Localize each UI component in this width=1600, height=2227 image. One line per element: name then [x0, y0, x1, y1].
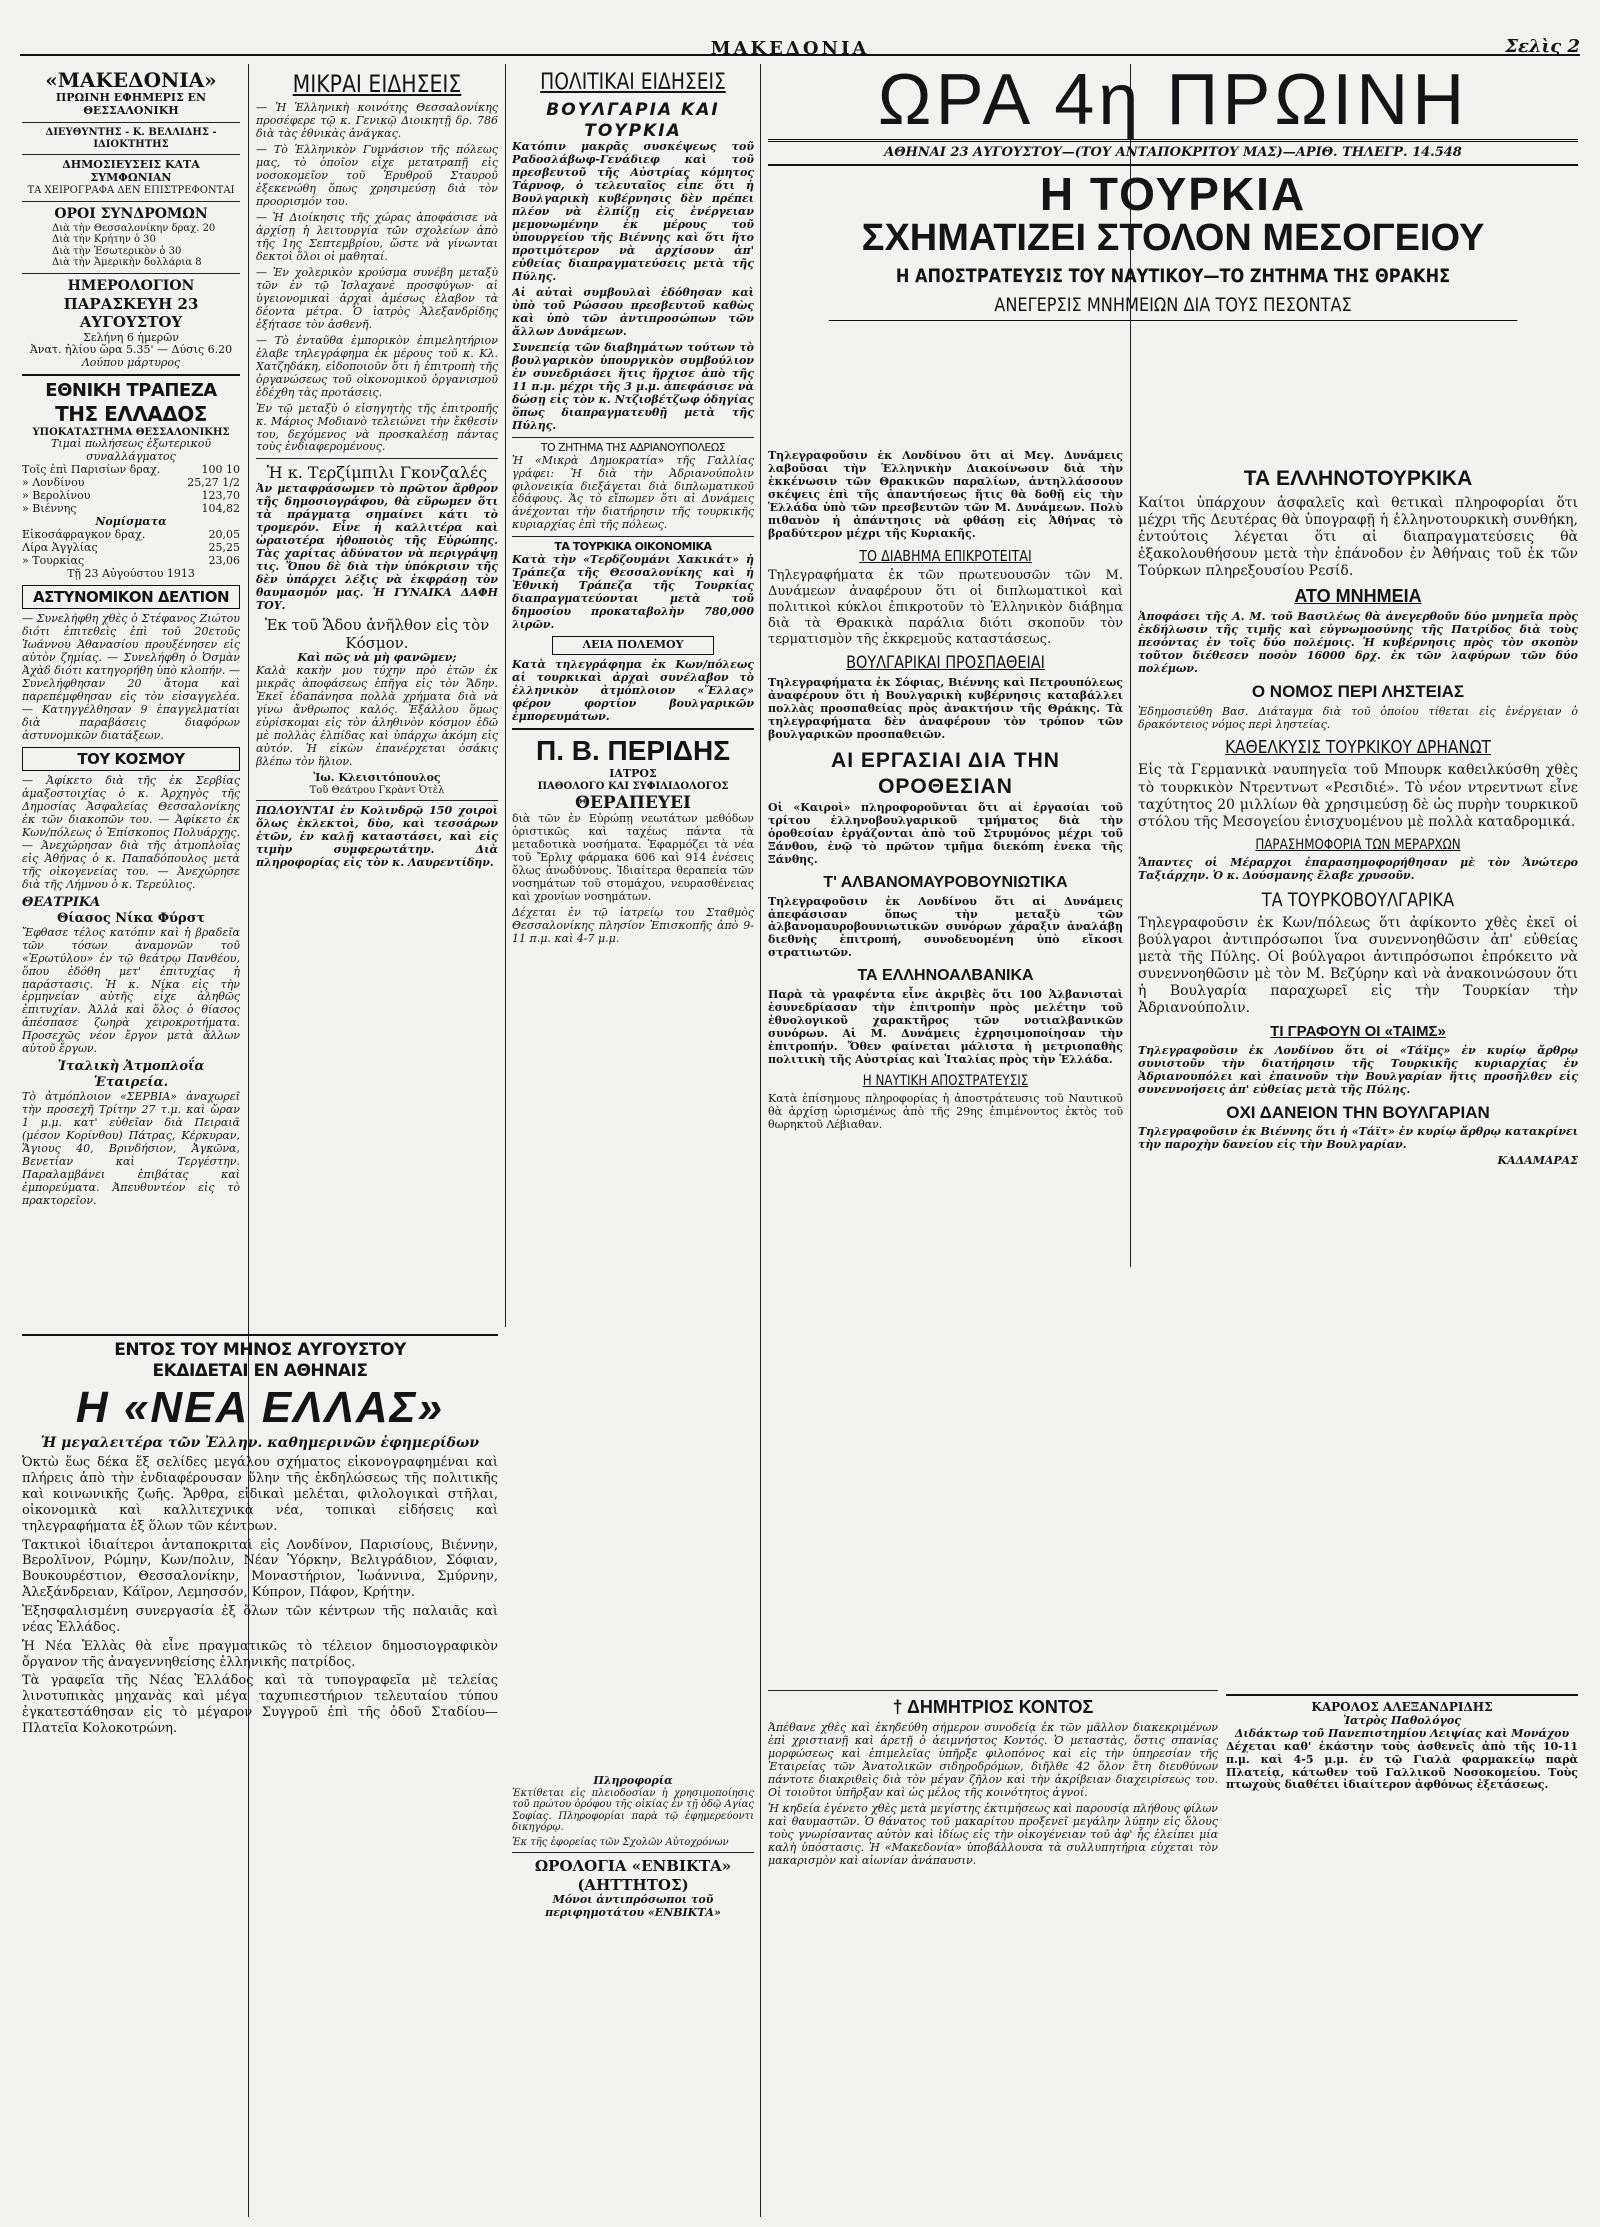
shipping-title: Ἰταλικὴ Ἀτμοπλοΐα Ἑταιρεία.	[57, 1059, 205, 1091]
doctor-title: ΚΑΡΟΛΟΣ ΑΛΕΞΑΝΔΡΙΔΗΣ	[1311, 1700, 1493, 1714]
lower-ad-text: Ὀκτὼ ἕως δέκα ἕξ σελίδες μεγάλου σχήματος εἰκονογραφημέναι καὶ πλήρεις ἀπὸ τὴν ἐνδιαφέρουσαν ὕλην τῆς ἐκδηλώσεως τῆς πολιτικῆς καὶ κοινωνικῆς ζωῆς. Ἄρθρα, εἰδικαὶ μελέται, φιλολογικαὶ στῆλαι, οἰκονομικὰ καὶ καλλιτεχνικὰ νέα, τοπικαὶ εἰδήσεις καὶ τηλεγραφήματα ἐξ ὅλων τῶν κέντρων.	[22, 1455, 498, 1534]
section-text: Τηλεγραφοῦσιν ἐκ Λονδίνου ὅτι αἱ Δυνάμεις ἀπεφάσισαν ὅπως τὴν μεταξὺ τῶν ἀλβανομαυροβουνιωτικῶν συνόρων χάραξιν ἀναλάβῃ διεθνὴς ἐπιτροπή, συνοδευομένη ὑπὸ εἴκοσι στρατιωτῶν.	[768, 894, 1123, 960]
obituary-text-2: Ἡ κηδεία ἐγένετο χθὲς μετὰ μεγίστης ἐκτιμήσεως καὶ παρουσίᾳ πλήθους φίλων καὶ θαυμαστῶν. Ὁ θάνατος τοῦ μακαρίτου προξενεῖ μεγάλην λύπην εἰς ὅλους τοὺς γνωρίσαντας αὐτὸν καὶ ἰδίως εἰς τὴν οἰκογένειαν τοῦ ἀφ' ἧς ἐλείπει μία καλὴ ὑπόστασις. Ἡ «Μακεδονία» ὑποβάλλουσα τὰ συλλυπητήρια εὐχεται τὸν μακαρισμὸν καὶ αἰωνίαν ἀνάπαυσιν.	[768, 1801, 1218, 1867]
headline-monuments: ΑΝΕΓΕΡΣΙΣ ΜΝΗΜΕΙΩΝ ΔΙΑ ΤΟΥΣ ΠΕΣΟΝΤΑΣ	[829, 294, 1518, 321]
section-title: ΑΤΟ ΜΝΗΜΕΙΑ	[1294, 586, 1422, 606]
section-signature: ΚΑΔΑΜΑΡΑΣ	[1497, 1154, 1578, 1168]
section-title: ΤΑ ΕΛΛΗΝΟΤΟΥΡΚΙΚΑ	[1243, 467, 1473, 490]
feature2-lead: Καὶ πῶς νὰ μὴ φανῶμεν;	[297, 651, 457, 665]
ads-terms: ΔΗΜΟΣΙΕΥΣΕΙΣ ΚΑΤΑ ΣΥΜΦΩΝΙΑΝ	[62, 158, 200, 185]
bank-title-2: ΤΗΣ ΕΛΛΑΔΟΣ	[55, 402, 207, 427]
politics-head4: ΛΕΙΑ ΠΟΛΕΜΟΥ	[552, 636, 714, 655]
section-text: Ἀποφάσει τῆς Α. Μ. τοῦ Βασιλέως θὰ ἀνεγερθοῦν δύο μνημεῖα πρὸς ἐκδήλωσιν τῆς τιμῆς καὶ εὐγνωμοσύνης τῆς Πατρίδος διὰ τοὺς πεσόντας ἐν τοῖς δύο πολέμοις. Ἡ κυβέρνησις πρὸς τὸν σκοπὸν τοῦτον διέθεσεν ποσὸν 16000 δρχ. ἐκ τῶν λαφύρων τῶν δύο πολέμων.	[1138, 609, 1578, 675]
lower-ad-name: Η «ΝΕΑ ΕΛΛΑΣ»	[75, 1383, 445, 1433]
bank-note: Τιμαὶ πωλήσεως ἐξωτερικοῦ συναλλάγματος	[50, 437, 212, 464]
obituary-title: † ΔΗΜΗΤΡΙΟΣ ΚΟΝΤΟΣ	[892, 1697, 1094, 1717]
lead-text: Τηλεγραφοῦσιν ἐκ Λονδίνου ὅτι αἱ Μεγ. Δυνάμεις λαβοῦσαι τὴν Ἑλληνικὴν Διακοίνωσιν διὰ τὴν ἐκκένωσιν τῶν Θρακικῶν παραλίων, ἀντηλλάσσουν σκέψεις ἐπὶ τῆς ἀπαντήσεως ἥτις θὰ δοθῇ εἰς τὴν Ἑλλάδα ὑπὸ τῶν πρεσβευτῶν τῶν Μ. Δυνάμεων. Πολὺ πιθανὸν ἡ ἀπάντησις νὰ φθάσῃ εἰς Ἀθήνας τὸ βραδύτερον μέχρι τῆς Κυριακῆς.	[768, 450, 1123, 540]
headline-turkey: Η ΤΟΥΡΚΙΑ	[1039, 168, 1307, 221]
feature-title: Ἡ κ. Τερζίμπιλι Γκονζαλές	[266, 463, 488, 483]
politics-text2: Αἱ αὐταὶ συμβουλαὶ ἐδόθησαν καὶ ὑπὸ τοῦ Ρώσσου πρεσβευτοῦ καθὼς καὶ ὑπὸ τῶν ἀντιπροσώπων τῶν ἄλλων Δυνάμεων.	[512, 285, 754, 338]
section-text: Κατὰ ἐπίσημους πληροφορίας ἡ ἀποστράτευσις τοῦ Ναυτικοῦ θὰ ἀρχίσῃ ὡρισμένως ἀπὸ τῆς 29ης ἐπιμένοντος ἐκτὸς τοῦ θωρηκτοῦ Λέβιαθαν.	[768, 1091, 1123, 1131]
feature2-title: Ἐκ τοῦ Ἅδου ἀνῆλθον εἰς τὸν Κόσμον.	[264, 615, 490, 652]
section-text: Τηλεγραφήματα ἐκ τῶν πρωτευουσῶν τῶν Μ. Δυνάμεων ἀναφέρουν ὅτι οἱ διπλωματικοὶ καὶ πολιτικοὶ κύκλοι ἐπικροτοῦν τὸ Ἑλληνικὸν διάβημα διὰ τὰ Θρακικὰ παράλια διότι σκοποῦν τὸν τερματισμὸν τῆς ἐκκρεμοῦς καταστάσεως.	[768, 568, 1123, 647]
section-text: Τηλεγραφοῦσιν ἐκ Λονδίνου ὅτι οἱ «Τάϊμς» ἐν κυρίῳ ἄρθρῳ συνιστοῦν τὴν διατήρησιν τῆς Τουρκικῆς κυριαρχίας ἐν Ἀδριανουπόλει καὶ ἐπαινοῦν τὴν Βουλγαρίαν ἥτις προσῆλθεν εἰς συνεννοήσεις ἀπ' εὐθείας μετὰ τῆς Πύλης.	[1138, 1043, 1578, 1096]
section-title: ΤΙ ΓΡΑΦΟΥΝ ΟΙ «ΤΑΙΜΣ»	[1270, 1023, 1446, 1041]
obituary-text: Ἀπέθανε χθὲς καὶ ἐκηδεύθη σήμερον συνοδείᾳ ἐκ τῶν μᾶλλον διακεκριμένων ἐπὶ χριστιανῇ καὶ ἀρετῇ ὁ ἀειμνήστος Κοντός. Ὁ μεταστὰς, ὅστις σπανίας μορφώσεως καὶ ἐπιμελεῖας ὑπῆρξε φιλοπόνος καὶ εἰς τὴν ὑπηρεσίαν τῆς Ἐταιρείας τῶν Ἀνατολικῶν σιδηροδρόμων, διῆλθε 42 ὅλον ἔτη διευθύνων πάντοτε διακριθεὶς διὰ τὸν μέγαν ζῆλον καὶ τὴν ἀκρίβειαν διαχειρίσεως του. Οἱ τοιοῦτοι ὑπῆρξαν καὶ ὡς μέλος τῆς κοινότητος ἀγνοί.	[768, 1720, 1218, 1799]
short-news-title: ΜΙΚΡΑΙ ΕΙΔΗΣΕΙΣ	[292, 70, 462, 98]
rate-row: » Τουρκίας 23,06	[22, 553, 240, 567]
section-title: ΑΙ ΕΡΓΑΣΙΑΙ ΔΙΑ ΤΗΝ ΟΡΟΘΕΣΙΑΝ	[831, 748, 1060, 798]
theatre-subtitle: Θίασος Νίκα Φύρστ	[56, 910, 206, 926]
subscription-item: Διὰ τὴν Ἐσωτερικὸν ὁ 30	[52, 245, 182, 257]
politics-title: ΠΟΛΙΤΙΚΑΙ ΕΙΔΗΣΕΙΣ	[540, 70, 726, 95]
politics-text1: Κατόπιν μακρᾶς συσκέψεως τοῦ Ραδοσλάβωφ-Γενάδιεφ καὶ τοῦ πρεσβευτοῦ τῆς Αὐστρίας κόμητος Τάρνοφ, ὁ τελευταῖος εἶπε ὅτι ἡ Βουλγαρικὴ κυβέρνησις δὲν πρέπει πλέον νὰ ἐλπίζῃ εἰς ἐνέργειαν μεμονωμένην ἐκ μέρους τοῦ ὑπουργείου τῆς Βιέννης καὶ ὅτι ἤτο προτιμότερον νὰ ἀρχίσουν ἀπ' εὐθείας διαπραγματεύσεις μετὰ τῆς Πύλης.	[512, 140, 754, 283]
subscription-item: Διὰ τὴν Κρήτην ὁ 30	[52, 234, 156, 246]
banner-dateline: ΑΘΗΝΑΙ 23 ΑΥΓΟΥΣΤΟΥ—(ΤΟΥ ΑΝΤΑΠΟΚΡΙΤΟΥ ΜΑΣ)—ΑΡΙΘ. ΤΗΛΕΓΡ. 14.548	[884, 145, 1462, 160]
rate-row: » Λονδίνου 25,27 1/2	[22, 476, 240, 490]
column-obituary	[768, 1690, 1218, 2217]
calendar-day: ΠΑΡΑΣΚΕΥΗ 23 ΑΥΓΟΥΣΤΟΥ	[63, 294, 199, 332]
theatre-text: Ἔφθασε τέλος κατόπιν καὶ ἡ βραδεῖα τῶν τόσων ἀναμονῶν τοῦ «Ἐρωτύλου» ἐν τῷ θεάτρῳ Πανθέου, ὅπου ἐδόθη μετ' ἐπιτυχίας ἡ παράστασις. Ἡ κ. Νίκα εἰς τὴν ἑρμηνείαν αὐτῆς εἶχε ἀληθῶς ἐπιτυχίαν. Ἀλλὰ καὶ ὅλος ὁ θίασος ἀπέσπασε ζωηρὰ χειροκροτήματα. Προσεχῶς νέον ἔργον μετὰ ἄλλων αὐτοῦ ἔργων.	[22, 925, 240, 1056]
doctor-ad-speciality: ΠΑΘΟΛΟΓΟ ΚΑΙ ΣΥΦΙΛΙΔΟΛΟΓΟΣ	[537, 781, 729, 793]
politics-text5: Κατὰ τὴν «Τερδζουμάνι Χακικάτ» ἡ Τράπεζα τῆς Θεσσαλονίκης καὶ ἡ Ἐθνικὴ Τράπεζα τῆς Τουρκίας διαπραγματεύονται μετὰ τοῦ δημοσίου προκαταβολὴν 780,000 λιρῶν.	[512, 553, 754, 632]
lower-ad-text: Ἡ Νέα Ἑλλὰς θὰ εἶνε πραγματικῶς τὸ τέλειον δημοσιογραφικὸν ὄργανον τῆς ἀναγεννηθείσης ἑλληνικῆς πατρίδος.	[22, 1638, 498, 1670]
section-text: Τηλεγραφήματα ἐκ Σόφιας, Βιέννης καὶ Πετρουπόλεως ἀναφέρουν ὅτι ἡ Βουλγαρικὴ κυβέρνησις καταβάλλει πολλὰς προσπαθείας πρὸς ἀνακτήσιν τῆς Θράκης. Τὰ τηλεγραφήματα δὲν ἀναφέρουν τὸν τρόπον τῶν βουλγαρικῶν προσπαθειῶν.	[768, 676, 1123, 741]
society-title: ΤΟΥ ΚΟΣΜΟΥ	[22, 747, 240, 771]
doctor-ad-head: ΘΕΡΑΠΕΥΕΙ	[575, 792, 691, 813]
section-text: Καίτοι ὑπάρχουν ἀσφαλεῖς καὶ θετικαὶ πληροφορίαι ὅτι μέχρι τῆς Δευτέρας θὰ ὑπογραφῇ ἡ ἑλληνοτουρκικὴ συνθήκη, ἐντούτοις λέγεται ὅτι αἱ διαπραγματεύσεις θὰ ἐξακολουθήσουν μετὰ τὴν ἐπάνοδον ἐν Ἀθήναις τοῦ ἐκ τῶν Τούρκων πληρεξουσίου Ρεσίδ.	[1138, 494, 1578, 579]
lower-ad-nea-ellas	[22, 1330, 498, 2217]
lower-ad-published: ΕΚΔΙΔΕΤΑΙ ΕΝ ΑΘΗΝΑΙΣ	[152, 1360, 368, 1381]
feature2-text: Καλὰ κακὴν μου τύχην πρὸ ἐτῶν ἐκ μικρᾶς ἀποφάσεως ἐπῆγα εἰς τὸν Ἅδην. Ἐκεῖ ἐδαπάνησα πολλὰ χρήματα διὰ νὰ γίνω ἄνθρωπος καλός. Ἐξάλλου ὅμως εὑρίσκομαι εἰς τὸν ἀληθινὸν κόσμον ἐδῶ μὲ πολλὰς ἐλπίδας καὶ ὑπάρχω ἀκόμη εἰς αὐτόν. Ἡ εἰκὼν ἐπανέρχεται ὁσάκις βλέπω τὸν ἥλιον.	[256, 664, 498, 768]
column-breaking-left	[768, 450, 1123, 1267]
column-doctor	[1226, 1690, 1578, 2217]
bank-title: ΕΘΝΙΚΗ ΤΡΑΠΕΖΑ	[45, 380, 217, 402]
theatre-title: ΘΕΑΤΡΙΚΑ	[22, 894, 101, 910]
paper-subtitle: ΠΡΩΙΝΗ ΕΦΗΜΕΡΙΣ ΕΝ ΘΕΣΣΑΛΟΝΙΚΗ	[55, 91, 207, 118]
section-title: ΚΑΘΕΛΚΥΣΙΣ ΤΟΥΡΚΙΚΟΥ ΔΡΗΑΝΩΤ	[1225, 737, 1491, 759]
feature2-signature-note: Τοῦ Θεάτρου Γκρὰντ Ὀτὲλ	[309, 784, 445, 796]
shipping-text: Τὸ ἀτμόπλοιον «ΣΕΡΒΙΑ» ἀναχωρεῖ τὴν προσεχῆ Τρίτην 27 τ.μ. καὶ ὥραν 1 μ.μ. κατ' εὐθεῖαν διὰ Πειραιᾶ (μέσον Κορίνθου) Πάτρας, Κέρκυραν, Ἅγιους 40, Βρινδήσιον, Ἀγκῶνα, Βενετίαν καὶ Τεργέστην. Παραλαμβάνει ἐπιβάτας καὶ ἐμπορεύματα. Ἀπευθυντέον εἰς τὸ πρακτορεῖον.	[22, 1090, 240, 1207]
notice-text: Ἐκτίθεται εἰς πλειοδοσίαν ἡ χρησιμοποίησις τοῦ πρώτου ὀρόφου τῆς οἰκίας ἐν τῇ ὁδῷ Αγίας Σοφίας. Πληροφορίαι παρὰ τῷ ἐφημερεύοντι δικηγόρῳ.	[512, 1787, 754, 1834]
rate-row: Εἰκοσάφραγκον δραχ. 20,05	[22, 528, 240, 542]
subscription-list	[22, 223, 240, 269]
police-title: ΑΣΤΥΝΟΜΙΚΟΝ ΔΕΛΤΙΟΝ	[22, 585, 240, 609]
column-short-news	[256, 64, 498, 1327]
doctor-ad-job: ΙΑΤΡΟΣ	[609, 767, 657, 781]
doctor-ad-text: διὰ τῶν ἐν Εὐρώπῃ νεωτάτων μεθόδων ὁριστικῶς καὶ ταχέως πάντα τὰ μεταδοτικὰ νοσήματα. Ἐφαρμόζει τὰ νέα τοῦ Ἔρλιχ φάρμακα 606 καὶ 914 ἐνέσεις ὅλως ἀνωδύνους. Ἰδιαίτερα θεραπεία τῶν νοσημάτων τοῦ στομάχου, νευρασθένειας καὶ χρονίων νοσημάτων.	[512, 812, 754, 904]
section-title: ΟΧΙ ΔΑΝΕΙΟΝ ΤΗΝ ΒΟΥΛΓΑΡΙΑΝ	[1226, 1102, 1490, 1122]
section-title: ΤΑ ΤΟΥΡΚΟΒΟΥΛΓΑΡΙΚΑ	[1261, 888, 1455, 911]
lower-ad-text: Ἡ μεγαλειτέρα τῶν Ἑλλην. καθημερινῶν ἐφημερίδων	[40, 1435, 480, 1452]
doctor-ad-name: Π. Β. ΠΕΡΙΔΗΣ	[535, 734, 731, 766]
subscription-title: ΟΡΟΙ ΣΥΝΔΡΟΜΩΝ	[54, 205, 208, 222]
section-text: Ἅπαντες οἱ Μέραρχοι ἐπαρασημοφορήθησαν μὲ τὸν Ἀνώτερο Ταξιάρχην. Ὁ κ. Δούσμανης ἔλαβε χρυσοῦν.	[1138, 855, 1578, 882]
subscription-item: Διὰ τὴν Θεσσαλονίκην δραχ. 20	[52, 222, 216, 234]
headline-navy: Η ΑΠΟΣΤΡΑΤΕΥΣΙΣ ΤΟΥ ΝΑΥΤΙΚΟΥ—ΤΟ ΖΗΤΗΜΑ ΤΗΣ ΘΡΑΚΗΣ	[895, 264, 1451, 287]
page-number: Σελὶς 2	[1505, 36, 1580, 57]
feature-text: Ἀν μεταφράσωμεν τὸ πρῶτον ἄρθρον τῆς δημοσιογράφου, θὰ εὕρωμεν ὅτι τὰ πράγματα σημαίνει κάτι τὸ τρομερόν. Εἶνε ἡ καλλιτέρα καὶ ὡραιοτέρα ἠθοποιὸς τῆς Εὐρώπης. Τὰς χαρίτας ἀδύνατον νὰ περιγράψῃ τις. Ὅπου δὲ διὰ τὴν ὑπόκρισιν τῆς δὲν ὑπάρχει λέξις νὰ ἐκφράσῃ τὸν θαυμασμόν μας. Ἡ ΓΥΝΑΙΚΑ ΔΑΦΗ ΤΟΥ.	[256, 481, 498, 612]
section-text: Ἐδημοσιεύθη Βασ. Διάταγμα διὰ τοῦ ὁποίου τίθεται εἰς ἐνέργειαν ὁ δρακόντειος νόμος περὶ ληστείας.	[1138, 704, 1578, 731]
news-item: Ἐν τῷ μεταξὺ ὁ εἰσηγητὴς τῆς ἐπιτροπῆς κ. Μάριος Μοδιανὸ τελειώνει τὴν ἔκθεσίν του, δεχόμενος νὰ προσκαλέσῃ πάντας τοὺς ἐνδιαφερομένους.	[256, 401, 498, 454]
politics-head1: ΒΟΥΛΓΑΡΙΑ ΚΑΙ ΤΟΥΡΚΙΑ	[546, 99, 720, 141]
doctor-subtitle: Ἰατρὸς Παθολόγος	[1343, 1713, 1461, 1727]
calendar-saint: Λούπου μάρτυρος	[81, 356, 181, 370]
paper-director: ΔΙΕΥΘΥΝΤΗΣ - Κ. ΒΕΛΛΙΔΗΣ - ΙΔΙΟΚΤΗΤΗΣ	[45, 127, 217, 150]
section-text: Οἱ «Καιροὶ» πληροφοροῦνται ὅτι αἱ ἐργασίαι τοῦ τρίτου ἑλληνοβουλγαρικοῦ τμήματος διὰ τὴν ὁροθεσίαν ἐργάζονται ἀπὸ τοῦ Στρυμόνος μέχρι τοῦ Ξάνθου, ἐνῷ τὸ πρῶτον τμῆμα διεκόπη ἐνεκα τῆς Ξάνθης.	[768, 801, 1123, 867]
column-politics-lower	[512, 1775, 754, 2217]
doctor-subtitle-2: Διδάκτωρ τοῦ Πανεπιστημίου Λειψίας καὶ Μονάχου	[1234, 1726, 1570, 1740]
politics-text6: Κατὰ τηλεγράφημα ἐκ Κων/πόλεως αἱ τουρκικαὶ ἀρχαὶ συνέλαβον τὸ ἑλληνικὸν ἀτμόπλοιον «Ἕλλας» φέρον φορτίον βουλγαρικῶν ἐμπορευμάτων.	[512, 658, 754, 724]
doctor-text: Δέχεται καθ' ἑκάστην τοὺς ἀσθενεῖς ἀπὸ τῆς 10-11 π.μ. καὶ 4-5 μ.μ. ἐν τῷ Γιαλὰ φαρμακείῳ παρὰ Πλατείᾳ, κάτωθεν τοῦ Γαλλικοῦ Νοσοκομείου. Τοὺς πτωχοὺς διαθέτει ἰδιαίτερον ἀφθόνως ἐξετάσεως.	[1226, 1739, 1578, 1792]
clock-ad-title: ΩΡΟΛΟΓΙΑ «ΕΝΒΙΚΤΑ» (ΑΗΤΤΗΤΟΣ)	[534, 1857, 732, 1894]
rates-date: Τῇ 23 Αὐγούστου 1913	[67, 566, 195, 580]
calendar-moon: Σελήνη 6 ἡμερῶν	[83, 330, 179, 344]
section-text: Τηλεγραφοῦσιν ἐκ Κων/πόλεως ὅτι ἀφίκοντο χθὲς ἐκεῖ οἱ βούλγαροι ἀντιπρόσωποι ἵνα συνεννοηθῶσιν ἀπ' εὐθείας μετὰ τῆς Πύλης. Οἱ βούλγαροι ἀντιπρόσωποι ἐπρόκειτο νὰ συνεννοηθῶσιν μὲ τὸν Μ. Βεζύρην καὶ νὰ ἀνακοινώσουν ὅτι ἡ Βουλγαρία παραχωρεῖ εἰς τὴν Τουρκίαν τὴν Ἀδριανούπολιν.	[1138, 914, 1578, 1017]
headline-fleet: ΣΧΗΜΑΤΙΖΕΙ ΣΤΟΛΟΝ ΜΕΣΟΓΕΙΟΥ	[861, 216, 1485, 259]
section-text: Εἰς τὰ Γερμανικὰ ναυπηγεῖα τοῦ Μπουρκ καθειλκύσθη χθὲς τὸ τουρκικὸν Ντρεντνωτ «Ρεσιδιέ». Τὸ νέον ντρεντνωτ εἶνε ταχύτητος 20 μιλλίων θὰ χρησιμεύσῃ δὲ ὡς πυρὴν τουρκικοῦ στόλου τῆς Μεσογείου ἐνισχυομένου μὲ πολλὰ καταδρομικά.	[1138, 762, 1578, 830]
section-text: Παρὰ τὰ γραφέντα εἶνε ἀκριβὲς ὅτι 100 Ἀλβανισταὶ ἐσυνεδρίασαν τὴν ἐπιτροπὴν πρὸς μελέτην τοῦ ἐθνολογικοῦ χαρακτῆρος τῶν νοτιαλβανικῶν συνόρων. Αἱ Μ. Δυνάμεις ἐχρησιμοποίησαν τὴν ἐπιτροπήν. Ὅθεν φαίνεται μάλιστα ἡ μετριοπαθὴς πολιτικὴ τῆς Αὐστρίας καὶ Ἰταλίας πρὸς τὴν Ἑλλάδα.	[768, 987, 1123, 1066]
lower-ad-text: Τὰ γραφεῖα τῆς Νέας Ἑλλάδος καὶ τὰ τυπογραφεῖα μὲ τελείας λινοτυπικὰς μηχανὰς καὶ μέγα ταχυπιεστήριον τελευταίου τύπου ἐγκατεστάθησαν εἰς τὸ μέγαρον Συγγροῦ ἐπὶ τῆς ὁδοῦ Σταδίου—Πλατεῖα Κολοκοτρώνη.	[22, 1673, 498, 1736]
politics-text4: Ἡ «Μικρὰ Δημοκρατία» τῆς Γαλλίας γράφει: Ἡ διὰ τὴν Ἀδριανούπολιν φιλονεικία διεξάγεται διὰ διπλωματικοῦ ἐδάφους. Ἀς τὸ εἴπωμεν ὅτι αἱ Δυνάμεις ἀνέχονται τὴν διατήρησιν τῆς τουρκικῆς κυριαρχίας ἐπὶ τῆς πόλεως.	[512, 453, 754, 532]
lower-ad-heading: ΕΝΤΟΣ ΤΟΥ ΜΗΝΟΣ ΑΥΓΟΥΣΤΟΥ	[114, 1340, 406, 1360]
banner-title: ΩΡΑ 4η ΠΡΩΙΝΗ	[877, 64, 1469, 140]
section-title: Τ' ΑΛΒΑΝΟΜΑΥΡΟΒΟΥΝΙΩΤΙΚΑ	[823, 874, 1068, 892]
column-rule	[505, 64, 506, 1327]
section-title: Ο ΝΟΜΟΣ ΠΕΡΙ ΛΗΣΤΕΙΑΣ	[1251, 681, 1465, 701]
rate-row: » Βιέννης 104,82	[22, 502, 240, 516]
masthead	[20, 36, 1580, 59]
section-title: ΠΑΡΑΣΗΜΟΦΟΡΙΑ ΤΩΝ ΜΕΡΑΡΧΩΝ	[1255, 836, 1461, 853]
calendar-title: ΗΜΕΡΟΛΟΓΙΟΝ	[67, 277, 195, 294]
news-item: — Ἡ Ἑλληνικὴ κοινότης Θεσσαλονίκης προσέφερε τῷ κ. Γενικῷ Διοικητῇ δρ. 786 διὰ τὰς ἐθνικὰς ἀνάγκας.	[256, 101, 498, 141]
clock-ad-text: Μόνοι ἀντιπρόσωποι τοῦ περιφημοτάτου «ΕΝΒΙΚΤΑ»	[545, 1893, 721, 1920]
notice-title: Πληροφορία	[593, 1775, 673, 1787]
subscription-item: Διὰ τὴν Ἀμερικὴν δολλάρια 8	[52, 257, 202, 269]
calendar-sun: Ἀνατ. ἡλίου ὥρα 5.35' — Δύσις 6.20	[29, 343, 233, 357]
rate-row: » Βερολίνου 123,70	[22, 489, 240, 503]
section-title: ΒΟΥΛΓΑΡΙΚΑΙ ΠΡΟΣΠΑΘΕΙΑΙ	[846, 653, 1045, 674]
politics-head2: ΤΟ ΖΗΤΗΜΑ ΤΗΣ ΑΔΡΙΑΝΟΥΠΟΛΕΩΣ	[540, 440, 726, 454]
section-title: Η ΝΑΥΤΙΚΗ ΑΠΟΣΤΡΑΤΕΥΣΙΣ	[862, 1072, 1029, 1089]
politics-head3: ΤΑ ΤΟΥΡΚΙΚΑ ΟΙΚΟΝΟΜΙΚΑ	[554, 540, 712, 554]
rate-row: Λίρα Ἀγγλίας 25,25	[22, 541, 240, 555]
news-item: — Τὸ ἐνταῦθα ἐμπορικὸν ἐπιμελητήριον ἐλαβε τηλεγράφημα ἐκ μέρους τοῦ κ. Κλ. Χατζηδάκη, εἰδοποιοῦν ὅτι ἡ ἐπιτροπὴ τῆς ὀργανώσεως τοῦ οἰκονομικοῦ ὀργανισμοῦ ἐδέχθη τὰς προτάσεις.	[256, 333, 498, 399]
manuscripts-note: ΤΑ ΧΕΙΡΟΓΡΑΦΑ ΔΕΝ ΕΠΙΣΤΡΕΦΟΝΤΑΙ	[27, 185, 235, 197]
paper-title: «ΜΑΚΕΔΟΝΙΑ»	[45, 68, 217, 92]
rate-row: Νομίσματα	[95, 515, 167, 529]
masthead-title: ΜΑΚΕΔΟΝΙΑ	[710, 38, 870, 59]
news-item: — Τὸ Ἑλληνικὸν Γυμνάσιον τῆς πόλεως μας, τὸ ὁποῖον εἶχε μετατραπῇ εἰς νοσοκομεῖον τοῦ Ἐρυθροῦ Σταυροῦ ἐξεκενώθη ὅπως χρησιμεύσῃ διὰ τὸν προορισμόν του.	[256, 143, 498, 209]
section-title: ΤΟ ΔΙΑΒΗΜΑ ΕΠΙΚΡΟΤΕΙΤΑΙ	[859, 546, 1032, 565]
feature2-signature: Ἰω. Κλεισιτόπουλος	[313, 770, 441, 784]
society-text: — Ἀφίκετο διὰ τῆς ἐκ Σερβίας ἁμαξοστοιχίας ὁ κ. Ἀρχηγὸς τῆς Δημοσίας Ἀσφαλείας Θεσσαλονίκης ἐκ τῶν διακοπῶν του. — Ἀφίκετο ἐκ Κων/πόλεως ὁ Ἐπίσκοπος Πολυάρχης. — Ἀνεχώρησαν διὰ τῆς ἀτμοπλοΐας εἰς Ἀθήνας ὁ κ. Παπαδόπουλος μετὰ τῆς οἰκογενείας του. — Ἀνεχώρησε διὰ τῆς Λήμνου ὁ κ. Τερεύλιος.	[22, 774, 240, 891]
sale-notice: ΠΩΛΟΥΝΤΑΙ ἐν Κολινδρῷ 150 χοιροὶ ὅλως ἐκλεκτοὶ, δὺο, καὶ τεσσάρων ἐτῶν, ἐν καλῇ καταστάσει, καὶ εἰς τιμὴν συμφερωτάτην. Διὰ πληροφορίας εἰς τὸν κ. Λαυρεντίδην.	[256, 804, 498, 870]
doctor-ad-hours: Δέχεται ἐν τῷ ἰατρείῳ του Σταθμὸς Θεσσαλονίκης πλησίον Ἐπισκοπῆς ἀπὸ 9-11 π.μ. καὶ 4-7 μ.μ.	[512, 906, 754, 946]
exchange-rates	[22, 464, 240, 581]
bank-branch: ΥΠΟΚΑΤΑΣΤΗΜΑ ΘΕΣΣΑΛΟΝΙΚΗΣ	[32, 426, 230, 438]
column-right	[1138, 460, 1578, 1267]
lower-ad-text: Τακτικοὶ ἰδιαίτεροι ἀνταποκριταὶ εἰς Λονδίνον, Παρισίους, Βιέννην, Βερολῖνον, Ρώμην, Κων/πολιν, Νέαν Ὑόρκην, Βελιγράδιον, Σόφιαν, Βουκουρέστιον, Θεσσαλονίκην, Μοναστήριον, Ἰωάννινα, Σμύρνην, Ἀλεξάνδρειαν, Κάϊρον, Λεμησσόν, Κύπρον, Πάφον, Κρήτην.	[22, 1537, 498, 1601]
section-text: Τηλεγραφοῦσιν ἐκ Βιέννης ὅτι ἡ «Τάϊτ» ἐν κυρίῳ ἄρθρῳ κατακρίνει τὴν παροχὴν δανείου εἰς τὴν Βουλγαρίαν.	[1138, 1125, 1578, 1152]
lower-ad-text: Ἐξησφαλισμένη συνεργασία ἐξ ὅλων τῶν κέντρων τῆς παλαιᾶς καὶ νέας Ἑλλάδος.	[22, 1603, 498, 1635]
politics-text3: Συνεπείᾳ τῶν διαβημάτων τούτων τὸ βουλγαρικὸν ὑπουργικὸν συμβούλιον ἐν συνεδριάσει ἥτις ἤρχισε ἀπὸ τῆς 11 π.μ. μέχρι τῆς 3 μ.μ. ἀπεφάσισε νὰ δώσῃ εἰς τὸν κ. Ντζιοβέτζωφ ὁδηγίας ὅπως διαπραγματευθῇ μετὰ τῆς Πύλης.	[512, 340, 754, 432]
column-rule	[760, 64, 761, 2217]
notice-sign: Ἐκ τῆς ἐφορείας τῶν Σχολῶν Αὐτοχρόνων	[512, 1836, 729, 1848]
section-title: ΤΑ ΕΛΛΗΝΟΑΛΒΑΝΙΚΑ	[857, 967, 1034, 985]
police-text: — Συνελήφθη χθὲς ὁ Στέφανος Ζιώτου διότι ἐπιτεθεὶς ἐπὶ τοῦ 20ετοῦς Ἰωάννου Ἀθανασίου προυξένησεν εἰς αὐτὸν ζημίας. — Συνελήφθη ὁ Ὀσμὰν Ἀχὰδ διότι κατηγορήθη ὑπὸ κλοπήν. — Συνελήφθησαν 20 ἄτομα καὶ παρεπέμφθησαν εἰς τὸν εἰσαγγελέα. — Κατηγγέλθησαν 9 ἐπαγγελματίαι διὰ παραβάσεις διαφόρων ἀστυνομικῶν διατάξεων.	[22, 612, 240, 742]
news-item: — Ἡ Διοίκησις τῆς χώρας ἀποφάσισε νὰ ἀρχίσῃ ἡ λειτουργία τῶν σχολείων ἀπὸ τῆς 1ης Σεπτεμβρίου, ὥστε νὰ γίνωνται δεκτοὶ ὅλοι οἱ μαθηταί.	[256, 211, 498, 263]
rate-row: Τοῖς ἐπὶ Παρισίων δραχ. 100 10	[22, 463, 240, 477]
news-item: — Ἐν χολερικὸν κρούσμα συνέβη μεταξὺ τῶν ἐν τῷ Ἰσλαχανὲ προσφύγων· αἱ ὑγειονομικαὶ ἀρχαὶ ἀμέσως ἐλαβον τὰ δέοντα μέτρα. Ὁ ἰατρὸς Ἀλεξανδρίδης ἐξήτασε τὸν ἀσθενῆ.	[256, 265, 498, 331]
column-politics	[512, 64, 754, 1767]
